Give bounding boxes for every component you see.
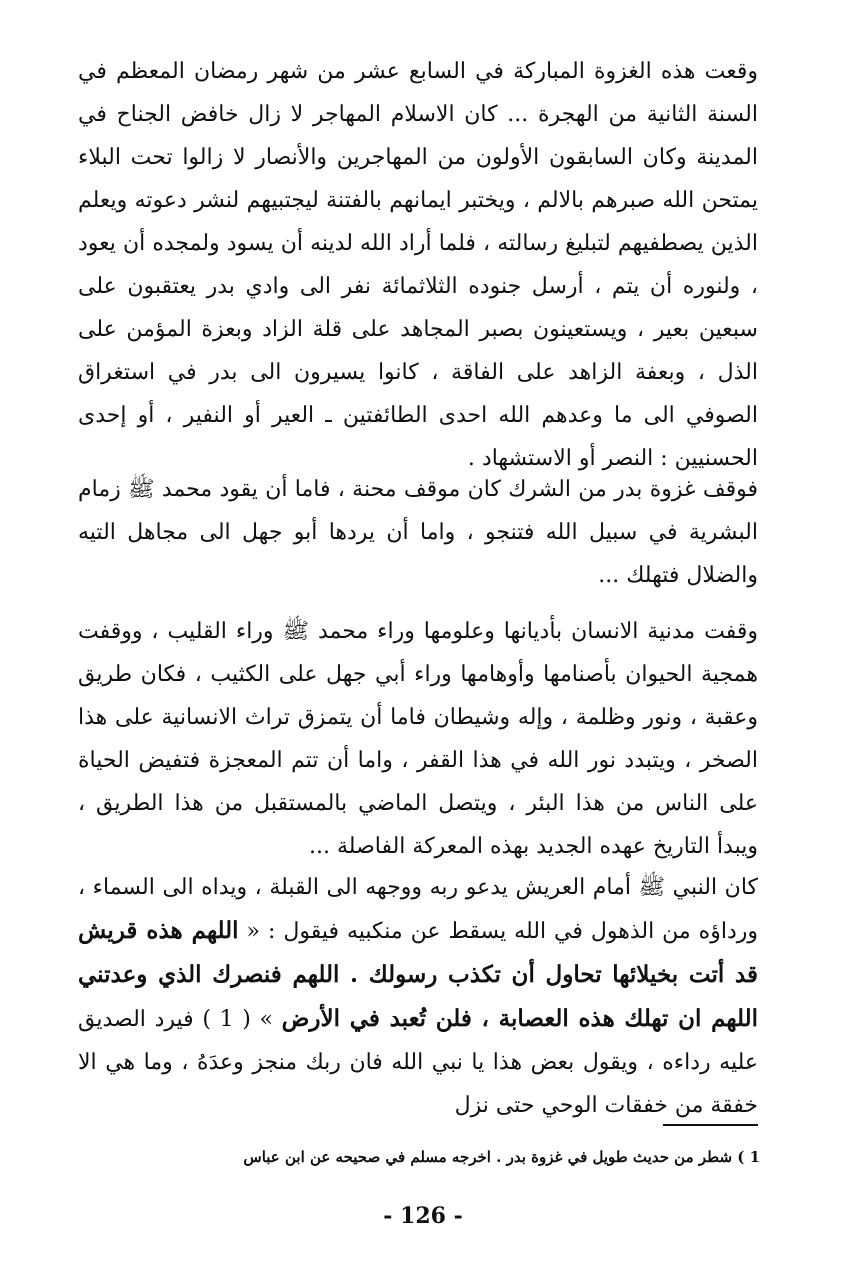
prayer-intro-text: كان النبي ﷺ أمام العريش يدعو ربه ووجهه الى القبلة ، ويداه الى السماء ، ورداؤه من الذهول في الله يسقط عن منكبيه فيقول : « <box>78 875 758 944</box>
footnote-divider <box>663 1124 758 1126</box>
paragraph-prophet-prayer <box>78 866 758 1127</box>
paragraph-badr-intro: وقعت هذه الغزوة المباركة في السابع عشر من شهر رمضان المعظم في السنة الثانية من الهجرة ... كان الاسلام المهاجر لا زال خافض الجناح في المدينة وكان السابقون الأولون من المهاجرين والأنصار لا زالوا تحت البلاء يمتحن الله صبرهم بالالم ، ويختبر ايمانهم بالفتنة ليجتبيهم لنشر دعوته ويعلم الذين يصطفيهم لتبليغ رسالته ، فلما أراد الله لدينه أن يسود ولمجده أن يعود ، ولنوره أن يتم ، أرسل جنوده الثلاثمائة نفر الى وادي بدر يعتقبون على سبعين بعير ، ويستعينون بصبر المجاهد على قلة الزاد وبعزة المؤمن على الذل ، وبعفة الزاهد على الفاقة ، كانوا يسيرون الى بدر في استغراق الصوفي الى ما وعدهم الله احدى الطائفتين ـ العير أو النفير ، أو إحدى الحسنيين : النصر أو الاستشهاد . <box>78 59 758 471</box>
prayer-quote: اللهم هذه قريش قد أتت بخيلائها تحاول أن تكذب رسولك . اللهم فنصرك الذي وعدتني اللهم ان تهلك هذه العصابة ، فلن تُعبد في الأرض <box>78 917 758 1032</box>
paragraph-civilization: وقفت مدنية الانسان بأديانها وعلومها وراء محمد ﷺ وراء القليب ، ووقفت همجية الحيوان بأصنامها وأوهامها وراء أبي جهل على الكثيب ، فكان طريق وعقبة ، ونور وظلمة ، وإله وشيطان فاما أن يتمزق تراث الانسانية على هذا الصخر ، ويتبدد نور الله في هذا القفر ، واما أن تتم المعجزة فتفيض الحياة على الناس من هذا البئر ، ويتصل الماضي بالمستقبل من هذا الطريق ، ويبدأ التاريخ عهده الجديد بهذه المعركة الفاصلة ... <box>78 619 758 859</box>
paragraph-badr-trial: فوقف غزوة بدر من الشرك كان موقف محنة ، فاما أن يقود محمد ﷺ زمام البشرية في سبيل الله فتنجو ، واما أن يردها أبو جهل الى مجاهل التيه والضلال فتهلك ... <box>78 477 758 588</box>
page-number: - 126 - <box>383 1203 463 1229</box>
prayer-outro-text: » ( 1 ) فيرد الصديق عليه رداءه ، ويقول بعض هذا يا نبي الله فان ربك منجز وعدَهُ ، وما هي الا خفقة من خفقات الوحي حتى نزل <box>78 1007 758 1118</box>
footnote: 1 ) شطر من حديث طويل في غزوة بدر . اخرجه مسلم في صحيحه عن ابن عباس <box>243 1148 760 1166</box>
